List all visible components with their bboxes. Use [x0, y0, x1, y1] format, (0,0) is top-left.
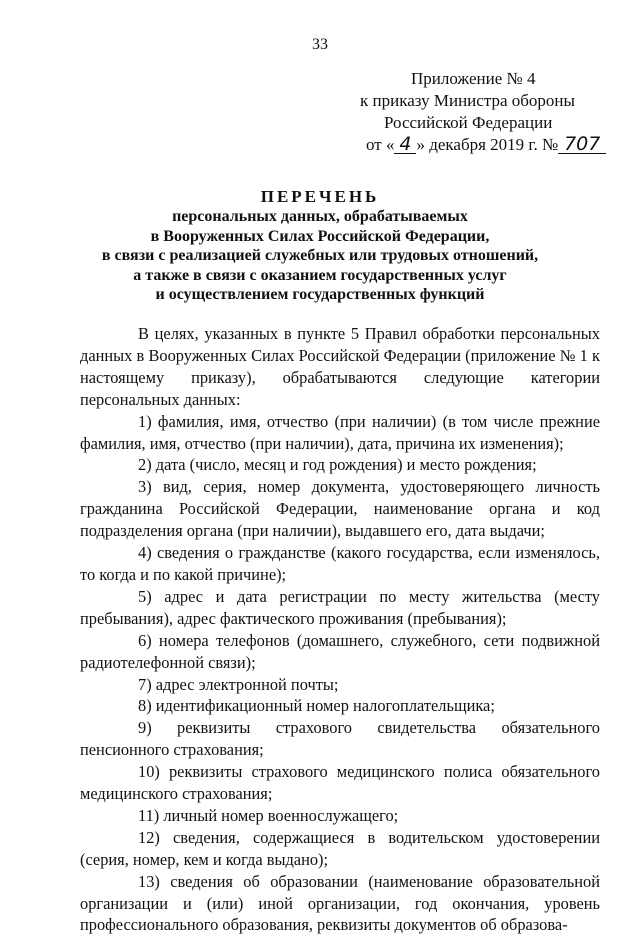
annex-date-prefix: от « — [366, 135, 395, 154]
list-item: 7) адрес электронной почты; — [138, 674, 339, 694]
list-item: 5) адрес и дата регистрации по месту жительства (месту пребывания), адрес фактического проживания (пребывания); — [80, 586, 600, 628]
list-item: 13) сведения об образовании (наименование образовательной организации и (или) иной организации, год окончания, уровень профессионального образования, реквизиты документов об образова- — [80, 871, 600, 935]
list-item: 8) идентификационный номер налогоплательщика; — [138, 696, 495, 716]
annex-title: Приложение № 4 — [411, 69, 536, 88]
list-item: 2) дата (число, месяц и год рождения) и место рождения; — [138, 455, 537, 475]
list-item: 6) номера телефонов (домашнего, служебного, сети подвижной радиотелефонной связи); — [80, 630, 600, 672]
list-item: 10) реквизиты страхового медицинского полиса обязательного медицинского страхования; — [80, 762, 600, 804]
document-subtitle — [60, 207, 580, 305]
annex-country: Российской Федерации — [384, 113, 553, 132]
annex-date-line — [360, 134, 620, 156]
list-item: 12) сведения, содержащиеся в водительском удостоверении (серия, номер, кем и когда выдано); — [80, 827, 600, 869]
list-item: 11) личный номер военнослужащего; — [138, 805, 399, 825]
subtitle-line: в связи с реализацией служебных или трудовых отношений, — [101, 247, 539, 264]
list-item: 1) фамилия, имя, отчество (при наличии) (в том числе прежние фамилия, имя, отчество (при наличии), дата, причина их изменения); — [80, 411, 600, 453]
subtitle-line: и осуществлением государственных функций — [155, 286, 485, 303]
annex-header — [360, 68, 620, 156]
list-item: 4) сведения о гражданстве (какого государства, если изменялось, то когда и по какой причине); — [80, 543, 600, 584]
annex-order-ref: к приказу Министра обороны — [360, 91, 575, 110]
subtitle-line: в Вооруженных Силах Российской Федерации, — [150, 227, 490, 245]
handwritten-day: 4 — [394, 135, 416, 154]
list-item: 3) вид, серия, номер документа, удостоверяющего личность гражданина Российской Федерации, наименование органа и код подразделения органа (при наличии), выдавшего его, дата выдачи; — [80, 477, 600, 541]
document-title: ПЕРЕЧЕНЬ — [260, 187, 380, 206]
handwritten-order-number: 707 — [558, 135, 606, 154]
list-item: 9) реквизиты страхового свидетельства обязательного пенсионного страхования; — [80, 718, 600, 760]
page-number: 33 — [312, 36, 328, 53]
document-body — [80, 323, 600, 936]
subtitle-line: а также в связи с оказанием государственных услуг — [133, 266, 507, 284]
subtitle-line: персональных данных, обрабатываемых — [172, 208, 468, 225]
annex-date-middle: » декабря 2019 г. № — [416, 135, 559, 154]
intro-paragraph: В целях, указанных в пункте 5 Правил обработки персональных данных в Вооруженных Силах Российской Федерации (приложение № 1 к настоящему приказу), обрабатываются следующие категории персональных данных: — [80, 324, 600, 409]
